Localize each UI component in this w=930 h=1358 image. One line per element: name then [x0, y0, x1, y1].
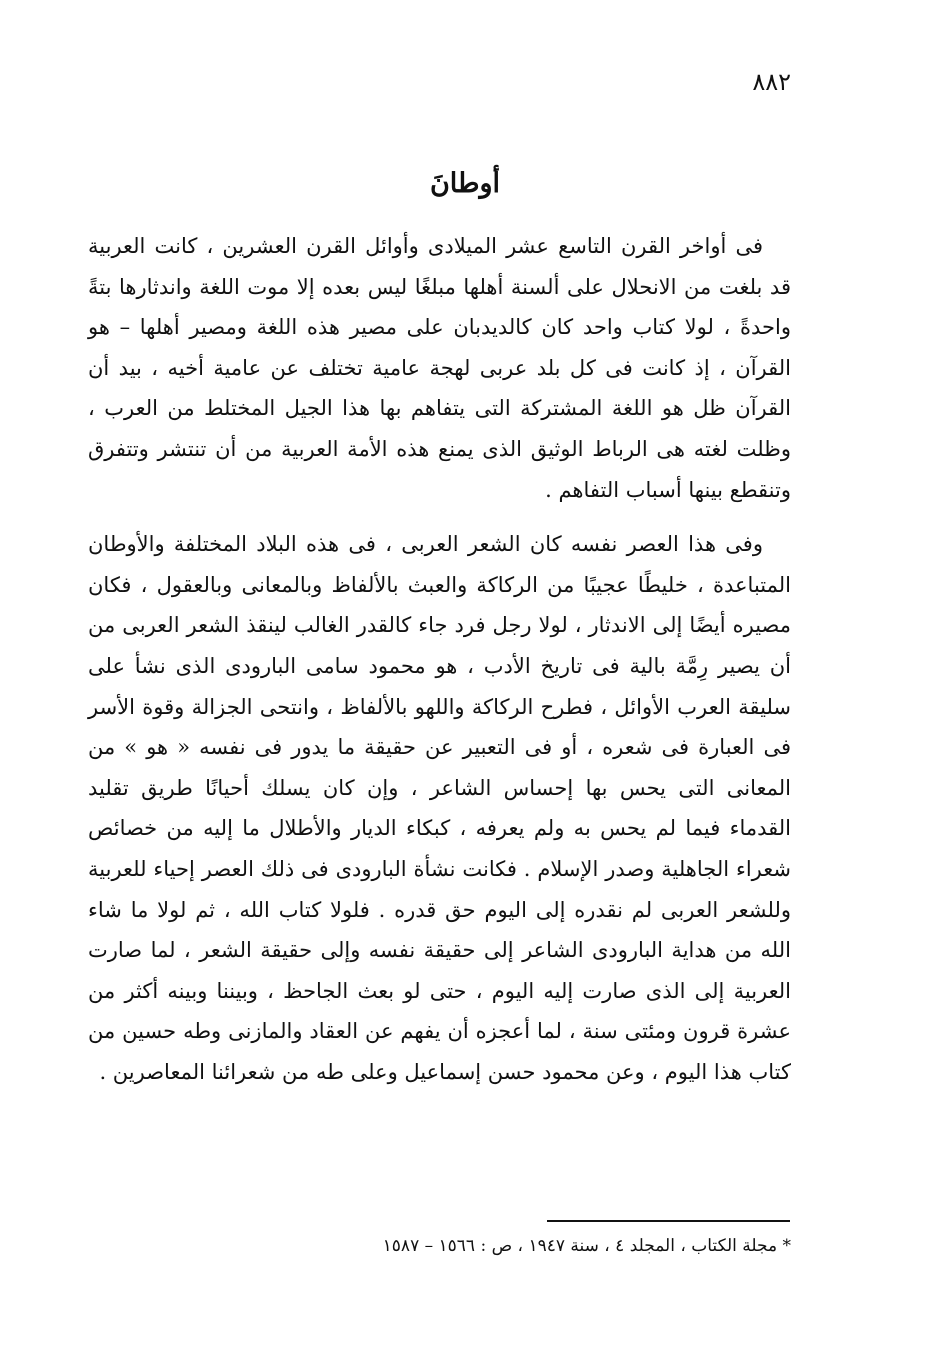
- paragraph-1: فى أواخر القرن التاسع عشر الميلادى وأوائل القرن العشرين ، كانت العربية قد بلغت من الانحلال على ألسنة أهلها مبلغًا ليس بعده إلا موت اللغة واندثارها بتةً واحدةً ، لولا كتاب واحد كان كالديدبان على مصير هذه اللغة ومصير أهلها – هو القرآن ، إذ كانت فى كل بلد عربى لهجة عامية تختلف عن عامية أخيه ، بيد أن القرآن ظل هو اللغة المشتركة التى يتفاهم بها هذا الجيل المختلط من العرب ، وظلت لغته هى الرباط الوثيق الذى يمنع هذه الأمة العربية من أن تنتشر وتتفرق وتنقطع بينها أسباب التفاهم .: [88, 234, 791, 502]
- article-body: [88, 226, 791, 1092]
- page-number: ٨٨٢: [752, 68, 791, 96]
- article-title: أوطانَ: [429, 168, 501, 200]
- footnote-divider: [547, 1220, 790, 1222]
- footnote: * مجلة الكتاب ، المجلد ٤ ، سنة ١٩٤٧ ، ص : ١٥٦٦ – ١٥٨٧: [382, 1236, 791, 1256]
- paragraph-2: وفى هذا العصر نفسه كان الشعر العربى ، فى هذه البلاد المختلفة والأوطان المتباعدة ، خليطًا عجيبًا من الركاكة والعبث بالألفاظ وبالمعانى وبالعقول ، فكان مصيره أيضًا إلى الاندثار ، لولا رجل فرد جاء كالقدر الغالب لينقذ الشعر العربى من أن يصير رِمَّة بالية فى تاريخ الأدب ، هو محمود سامى البارودى الذى نشأ على سليقة العرب الأوائل ، فطرح الركاكة واللهو بالألفاظ ، وانتحى الجزالة وقوة الأسر فى العبارة فى شعره ، أو فى التعبير عن حقيقة ما يدور فى نفسه « هو » من المعانى التى يحس بها إحساس الشاعر ، وإن كان يسلك أحيانًا طريق تقليد القدماء فيما لم يحس به ولم يعرفه ، كبكاء الديار والأطلال ما إليه من خصائص شعراء الجاهلية وصدر الإسلام . فكانت نشأة البارودى فى ذلك العصر إحياء للعربية وللشعر العربى لم نقدره إلى اليوم حق قدره . فلولا كتاب الله ، ثم لولا ما شاء الله من هداية البارودى الشاعر إلى حقيقة نفسه وإلى حقيقة الشعر ، لما صارت العربية إلى الذى صارت إليه اليوم ، حتى لو بعث الجاحظ ، وبيننا وبينه أكثر من عشرة قرون ومئتى سنة ، لما أعجزه أن يفهم عن العقاد والمازنى وطه حسين من كتاب هذا اليوم ، وعن محمود حسن إسماعيل وعلى طه من شعرائنا المعاصرين .: [88, 532, 791, 1084]
